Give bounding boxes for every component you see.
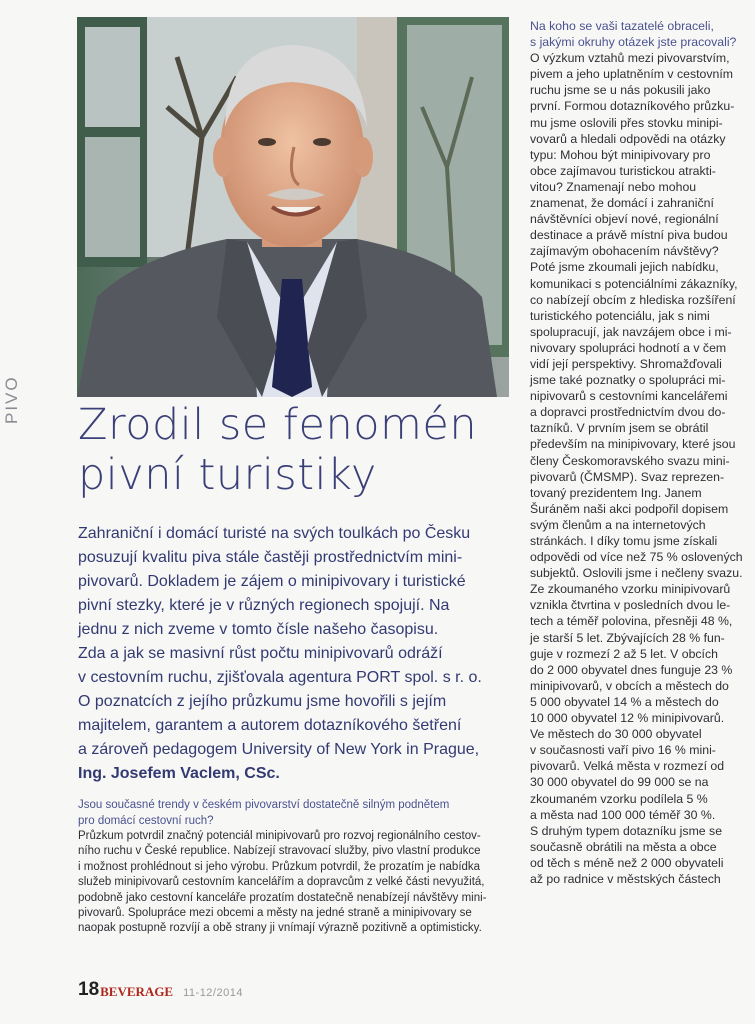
portrait-photo [77, 17, 509, 397]
answer-line: O výzkum vztahů mezi pivovarstvím, [530, 51, 730, 66]
answer-line: komunikaci s potenciálními zákazníky, [530, 276, 738, 291]
answer-line: ního ruchu v České republice. Nabízejí stravovací služby, pivo vlastní produkce [78, 845, 481, 858]
answer-line: tazníků. V prvním jsem se obrátil [530, 421, 709, 436]
answer-line: Poté jsme zkoumali jejich nabídku, [530, 260, 719, 275]
answer-line: obce zajímavou turistickou atrakti- [530, 163, 716, 178]
article-title [78, 400, 518, 500]
answer-line: jsme také poznatky o spolupráci mi- [530, 373, 726, 388]
answer-line: guje v rozmezí 2 až 5 let. V obcích [530, 646, 718, 661]
answer-line: Ze zkoumaného vzorku minipivovarů [530, 582, 731, 597]
interviewee-name: Ing. Josefem Vaclem, CSc. [78, 765, 280, 782]
answer-line: služeb minipivovarů cestovním kancelářím a dopravcům z velké části nevyužitá, [78, 876, 485, 889]
answer-line: typu: Mohou být minipivovary pro [530, 147, 711, 162]
right-column [530, 18, 750, 887]
question-line: s jakými okruhy otázek jste pracovali? [530, 35, 737, 50]
answer-line: zkoumaném vzorku podílela 5 % [530, 791, 708, 806]
answer-line: je starší 5 let. Zbývajících 28 % fun- [530, 630, 725, 645]
answer-line: subjektů. Oslovili jsme i nečleny svazu. [530, 566, 743, 581]
section-label: PIVO [2, 375, 21, 425]
question-line: Jsou současné trendy v českém pivovarství dostatečně silným podnětem [78, 799, 450, 811]
answer-line: návštěvníci objeví nové, regionální [530, 212, 719, 227]
answer-2 [530, 50, 750, 887]
answer-line: členy Českomoravského svazu mini- [530, 453, 730, 468]
answer-line: v současnosti vaří pivo 16 % mini- [530, 743, 716, 758]
issue-number: 11-12/2014 [183, 987, 243, 999]
answer-line: turistického potenciálu, jak s nimi [530, 308, 710, 323]
answer-line: a dopravci prostřednictvím dvou do- [530, 405, 726, 420]
answer-line: mu jsme oslovili přes stovku minipi- [530, 115, 723, 130]
answer-line: pivovarů. Spolupráce mezi obcemi a městy na jedné straně a minipivovary se [78, 907, 472, 920]
lead-line: pivovarů. Dokladem je zájem o minipivovary i turistické [78, 573, 466, 590]
lead-line: pivní stezky, které je v různých regionech spojují. Na [78, 597, 450, 614]
answer-line: zajímavým obohacením návštěvy? [530, 244, 719, 259]
answer-line: až po radnice v městských částech [530, 871, 721, 886]
answer-line: do 2 000 obyvatel dnes funguje 23 % [530, 662, 733, 677]
answer-line: 5 000 obyvatel 14 % a městech do [530, 694, 719, 709]
answer-line: vznikla čtvrtina v posledních dvou le- [530, 598, 731, 613]
answer-line: od těch s méně než 2 000 obyvateli [530, 855, 724, 870]
title-line-1: Zrodil se fenomén [78, 400, 478, 450]
magazine-logo: BEVERAGE [100, 984, 174, 999]
page-number: 18 [78, 979, 100, 1000]
answer-line: především na minipivovary, které jsou [530, 437, 736, 452]
answer-line: stránkách. I díky tomu jsme získali [530, 534, 718, 548]
page-footer [78, 978, 243, 1000]
question-line: pro domácí cestovní ruch? [78, 814, 214, 827]
answer-line: destinace a právě místní piva budou [530, 228, 728, 243]
answer-line: Průzkum potvrdil značný potenciál minipivovarů pro rozvoj regionálního cestov- [78, 830, 481, 842]
answer-line: tech a téměř polovina, přesněji 48 %, [530, 614, 733, 629]
question-line: Na koho se vaši tazatelé obraceli, [530, 19, 714, 33]
question-1 [78, 798, 518, 829]
question-2 [530, 18, 750, 50]
answer-line: minipivovarů, v obcích a městech do [530, 678, 729, 693]
answer-line: i možnost prohlédnout si jeho výrobu. Průzkum potvrdil, že prozatím je nabídka [78, 860, 481, 873]
lead-line: O poznatcích z jejího průzkumu jsme hovořili s jejím [78, 693, 447, 710]
answer-line: znamenat, že domácí i zahraniční [530, 196, 714, 211]
lead-line: jednu z nich zveme v tomto čísle našeho časopisu. [78, 621, 439, 638]
answer-line: současně obrátili na města a obce [530, 839, 717, 854]
answer-line: 30 000 obyvatel do 99 000 se na [530, 775, 709, 790]
lead-line: posuzují kvalitu piva stále častěji prostřednictvím mini- [78, 549, 463, 566]
answer-line: a města nad 100 000 téměř 30 %. [530, 807, 716, 822]
lead-line: Zahraniční i domácí turisté na svých toulkách po Česku [78, 525, 471, 542]
answer-line: nipivovarů s cestovními kancelářemi [530, 389, 728, 404]
answer-line: nivovary spolupráci hodnotí a v čem [530, 340, 727, 355]
lead-line: v cestovním ruchu, zjišťovala agentura PORT spol. s r. o. [78, 669, 482, 686]
answer-line: tovaný prezidentem Ing. Janem [530, 485, 702, 500]
answer-line: 10 000 obyvatel 12 % minipivovarů. [530, 711, 725, 726]
lead-paragraph [78, 522, 518, 786]
title-line-2: pivní turistiky [78, 450, 377, 500]
answer-line: podobně jako cestovní kanceláře prozatím dostatečně nenabízejí návštěvy mini- [78, 891, 487, 904]
answer-line: pivem a jeho uplatněním v cestovním [530, 67, 734, 82]
answer-line: S druhým typem dotazníku jsme se [530, 823, 723, 838]
answer-line: Šuráněm naši akci podpořil dopisem [530, 501, 729, 516]
answer-line: naopak postupně rozvíjí a obě strany ji vnímají výrazně pozitivně a optimisticky. [78, 922, 482, 935]
answer-line: první. Formou dotazníkového průzku- [530, 99, 735, 114]
lead-line: Zda a jak se masivní růst počtu minipivovarů odráží [78, 645, 443, 662]
answer-line: Ve městech do 30 000 obyvatel [530, 727, 702, 742]
lead-line: a zároveň pedagogem University of New York in Prague, [78, 741, 480, 758]
answer-1 [78, 829, 518, 937]
lead-line: majitelem, garantem a autorem dotazníkového šetření [78, 717, 462, 734]
answer-line: svým členům a na internetových [530, 517, 706, 532]
answer-line: odpovědi od více než 75 % oslovených [530, 550, 743, 565]
answer-line: vitou? Znamenají nebo mohou [530, 179, 697, 194]
answer-line: spolupracují, jak navzájem obce i mi- [530, 324, 732, 339]
answer-line: vovarů a hledali odpovědi na otázky [530, 131, 726, 146]
answer-line: co nabízejí obcím z hlediska rozšíření [530, 292, 736, 307]
answer-line: pivovarů (ČMSMP). Svaz reprezen- [530, 469, 725, 484]
answer-line: ruchu jsme se u nás pokusili jako [530, 83, 711, 98]
answer-line: pivovarů. Velká města v rozmezí od [530, 759, 725, 774]
answer-line: vidí její perspektivy. Shromažďovali [530, 356, 722, 371]
